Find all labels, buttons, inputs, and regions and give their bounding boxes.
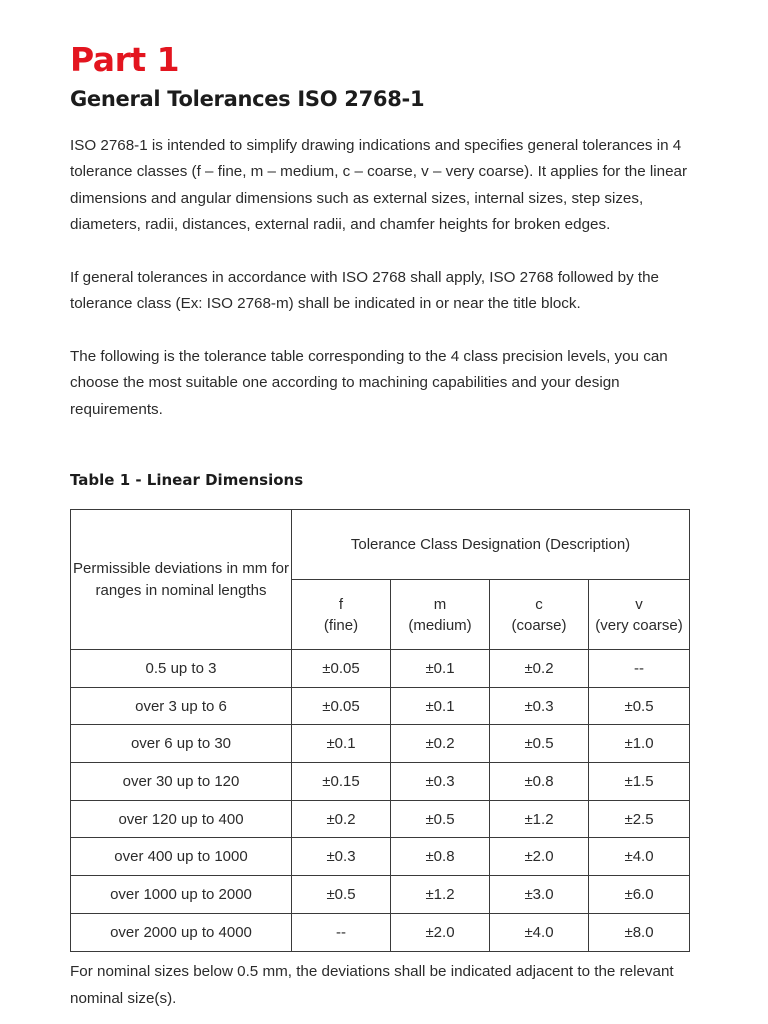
footnote: For nominal sizes below 0.5 mm, the deviations shall be indicated adjacent to the relevant nominal size(s). [70, 963, 674, 1007]
m-cell: ±0.1 [391, 650, 490, 688]
f-cell: ±0.05 [292, 650, 391, 688]
table-row [71, 800, 690, 838]
m-cell: ±0.1 [391, 687, 490, 725]
c-cell: ±2.0 [490, 838, 589, 876]
v-cell: -- [589, 650, 690, 688]
range-cell: over 120 up to 400 [71, 800, 292, 838]
f-cell: ±0.5 [292, 876, 391, 914]
v-cell: ±1.5 [589, 763, 690, 801]
class-header [490, 580, 589, 650]
range-cell: over 30 up to 120 [71, 763, 292, 801]
c-cell: ±1.2 [490, 800, 589, 838]
v-cell: ±8.0 [589, 913, 690, 951]
apply-paragraph: If general tolerances in accordance with ISO 2768 shall apply, ISO 2768 followed by the tolerance class (Ex: ISO 2768-m) shall be indicated in or near the title block. [70, 269, 660, 313]
table-row [71, 763, 690, 801]
f-cell: ±0.15 [292, 763, 391, 801]
v-cell: ±1.0 [589, 725, 690, 763]
range-cell: over 2000 up to 4000 [71, 913, 292, 951]
class-desc: (very coarse) [595, 616, 683, 634]
m-cell: ±2.0 [391, 913, 490, 951]
c-cell: ±0.2 [490, 650, 589, 688]
range-cell: over 1000 up to 2000 [71, 876, 292, 914]
m-cell: ±0.5 [391, 800, 490, 838]
class-code: c [535, 595, 543, 613]
range-cell: over 6 up to 30 [71, 725, 292, 763]
c-cell: ±4.0 [490, 913, 589, 951]
m-cell: ±1.2 [391, 876, 490, 914]
v-cell: ±2.5 [589, 800, 690, 838]
table-title: Table 1 - Linear Dimensions [70, 471, 304, 489]
class-code: v [635, 595, 643, 613]
class-desc: (coarse) [511, 616, 567, 634]
c-cell: ±0.8 [490, 763, 589, 801]
v-cell: ±4.0 [589, 838, 690, 876]
corner-header: Permissible deviations in mm for ranges in nominal lengths [71, 510, 292, 650]
table-row [71, 687, 690, 725]
c-cell: ±0.3 [490, 687, 589, 725]
class-desc: (fine) [323, 616, 359, 634]
range-cell: over 3 up to 6 [71, 687, 292, 725]
group-header: Tolerance Class Designation (Description) [292, 510, 690, 580]
class-code: m [433, 595, 447, 613]
c-cell: ±0.5 [490, 725, 589, 763]
m-cell: ±0.8 [391, 838, 490, 876]
class-desc: (medium) [408, 616, 472, 634]
table-row [71, 650, 690, 688]
f-cell: -- [292, 913, 391, 951]
range-cell: 0.5 up to 3 [71, 650, 292, 688]
part-label: Part 1 [70, 40, 180, 79]
section-title: General Tolerances ISO 2768-1 [70, 87, 425, 111]
f-cell: ±0.3 [292, 838, 391, 876]
table-row [71, 913, 690, 951]
f-cell: ±0.1 [292, 725, 391, 763]
m-cell: ±0.3 [391, 763, 490, 801]
tolerance-table [70, 509, 690, 952]
table-row [71, 876, 690, 914]
class-header [292, 580, 391, 650]
v-cell: ±0.5 [589, 687, 690, 725]
class-code: f [338, 595, 344, 613]
class-header [391, 580, 490, 650]
m-cell: ±0.2 [391, 725, 490, 763]
following-paragraph: The following is the tolerance table corresponding to the 4 class precision levels, you can choose the most suitable one according to machining capabilities and your design requirements. [70, 348, 668, 418]
class-header [589, 580, 690, 650]
c-cell: ±3.0 [490, 876, 589, 914]
range-cell: over 400 up to 1000 [71, 838, 292, 876]
v-cell: ±6.0 [589, 876, 690, 914]
table-row [71, 838, 690, 876]
f-cell: ±0.05 [292, 687, 391, 725]
intro-paragraph: ISO 2768-1 is intended to simplify drawing indications and specifies general tolerances in 4 tolerance classes (f – fine, m – medium, c – coarse, v – very coarse). It applies for the linear dimensions and angular dimensions such as external sizes, internal sizes, step sizes, diameters, radii, distances, external radii, and chamfer heights for broken edges. [70, 137, 688, 233]
table-row [71, 725, 690, 763]
f-cell: ±0.2 [292, 800, 391, 838]
